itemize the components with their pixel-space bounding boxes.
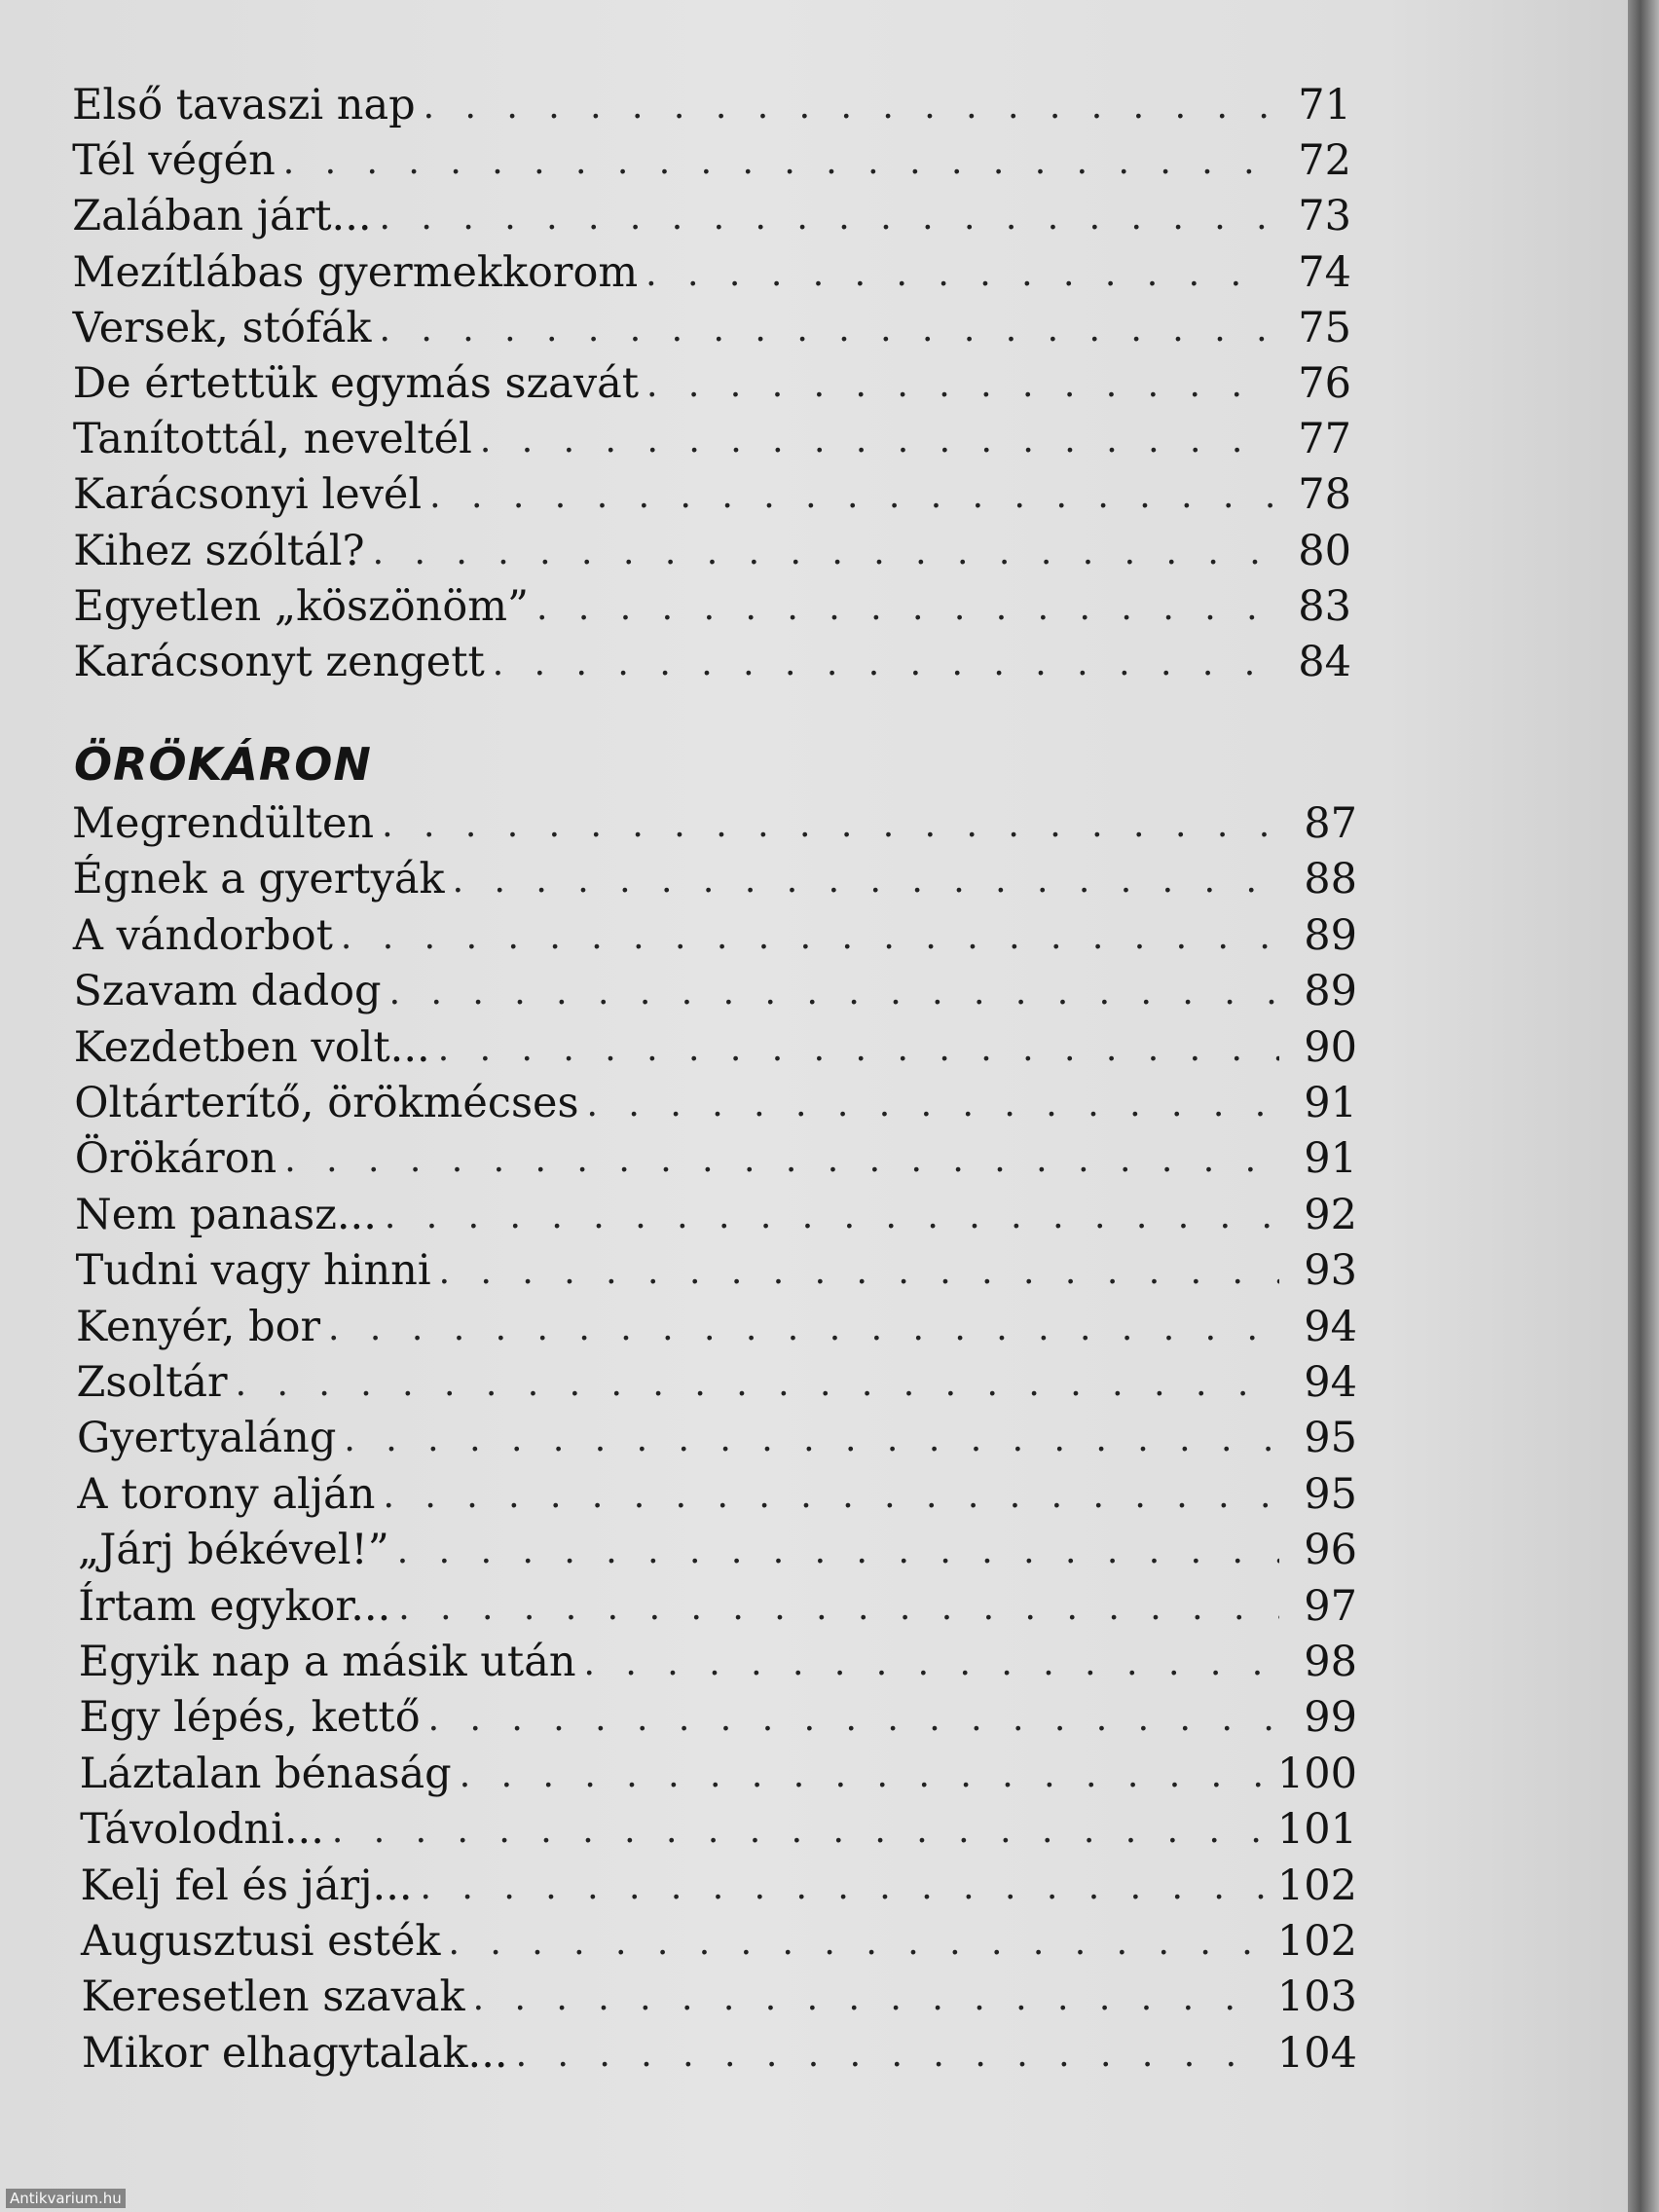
- entry-page-number: 88: [1304, 855, 1357, 904]
- toc-entry: [77, 1355, 1358, 1410]
- toc-entry: [73, 908, 1357, 963]
- entry-title: Kezdetben volt...: [73, 1022, 430, 1072]
- entry-title: Örökáron: [74, 1134, 277, 1184]
- entry-title: Láztalan bénaság: [79, 1749, 452, 1798]
- dot-leader: [473, 1973, 1268, 2024]
- entry-page-number: 80: [1298, 526, 1351, 575]
- dot-leader: [284, 1135, 1279, 1186]
- entry-title: Első tavaszi nap: [72, 81, 416, 129]
- dot-leader: [283, 137, 1273, 188]
- toc-entry: [74, 635, 1352, 689]
- dot-leader: [332, 1806, 1268, 1857]
- entry-title: Kihez szóltál?: [73, 526, 365, 575]
- dot-leader: [460, 1751, 1268, 1801]
- entry-title: Mezítlábas gyermekkorom: [72, 247, 639, 297]
- entry-title: Zsoltár: [76, 1358, 228, 1407]
- dot-leader: [645, 249, 1273, 300]
- entry-page-number: 71: [1298, 81, 1351, 129]
- entry-page-number: 90: [1304, 1022, 1357, 1072]
- entry-page-number: 101: [1276, 1805, 1357, 1855]
- dot-leader: [379, 305, 1273, 355]
- entry-title: Égnek a gyertyák: [72, 855, 445, 904]
- entry-page-number: 76: [1298, 359, 1351, 408]
- dot-leader: [341, 912, 1279, 963]
- entry-page-number: 102: [1276, 1917, 1357, 1966]
- toc-entry: [73, 579, 1351, 634]
- entry-page-number: 97: [1304, 1581, 1357, 1631]
- dot-leader: [383, 1471, 1279, 1522]
- dot-leader: [328, 1304, 1279, 1354]
- entry-page-number: 98: [1304, 1638, 1357, 1686]
- entry-title: Versek, stófák: [72, 303, 372, 352]
- toc-entry: [81, 1859, 1357, 1913]
- entry-page-number: 91: [1304, 1134, 1357, 1184]
- toc-entry: [73, 964, 1357, 1018]
- toc-entry: [75, 1131, 1357, 1186]
- toc-entry: [78, 1523, 1357, 1577]
- toc-entry: [72, 189, 1351, 243]
- toc-entry: [74, 1020, 1357, 1075]
- entry-title: Gyertyaláng: [76, 1414, 337, 1463]
- dot-leader: [516, 2030, 1268, 2081]
- dot-leader: [373, 528, 1273, 578]
- entry-page-number: 95: [1304, 1469, 1357, 1519]
- entry-title: Augusztusi esték: [81, 1917, 441, 1966]
- entry-page-number: 96: [1304, 1526, 1357, 1575]
- toc-entry: [73, 412, 1351, 466]
- dot-leader: [646, 360, 1273, 411]
- entry-page-number: 91: [1304, 1079, 1357, 1127]
- toc-entry: [80, 1802, 1357, 1857]
- entry-page-number: 95: [1304, 1414, 1357, 1463]
- dot-leader: [421, 1862, 1268, 1913]
- entry-title: De értettük egymás szavát: [72, 359, 640, 408]
- entry-page-number: 84: [1298, 638, 1351, 686]
- entry-title: Zalában járt...: [72, 192, 372, 241]
- entry-page-number: 103: [1276, 1972, 1357, 2022]
- toc-entry: [73, 467, 1351, 522]
- toc-entry: [79, 1690, 1357, 1745]
- dot-leader: [398, 1583, 1279, 1634]
- entry-page-number: 100: [1276, 1749, 1357, 1798]
- dot-leader: [453, 856, 1279, 906]
- entry-page-number: 74: [1298, 247, 1351, 297]
- entry-page-number: 73: [1298, 192, 1351, 241]
- toc-entry: [81, 1914, 1357, 1969]
- toc-entry: [73, 356, 1351, 411]
- toc-entry: [73, 301, 1351, 355]
- entry-title: Kenyér, bor: [76, 1302, 321, 1351]
- toc-entry: [80, 1747, 1357, 1801]
- entry-page-number: 92: [1304, 1190, 1357, 1239]
- entry-title: Egyetlen „köszönöm”: [73, 581, 530, 631]
- dot-leader: [428, 1694, 1279, 1745]
- dot-leader: [536, 583, 1273, 634]
- entry-title: Karácsonyt zengett: [73, 638, 485, 686]
- entry-page-number: 102: [1276, 1861, 1357, 1910]
- dot-leader: [389, 968, 1279, 1018]
- entry-title: Tudni vagy hinni: [75, 1246, 431, 1296]
- toc-entry: [76, 1243, 1357, 1298]
- entry-title: „Járj békével!”: [77, 1526, 389, 1575]
- dot-leader: [344, 1415, 1279, 1465]
- entry-title: Karácsonyi levél: [73, 470, 423, 520]
- entry-title: A torony alján: [77, 1469, 376, 1519]
- entry-page-number: 75: [1298, 303, 1351, 352]
- dot-leader: [236, 1359, 1279, 1410]
- toc-entry: [73, 524, 1351, 578]
- dot-leader: [438, 1024, 1279, 1075]
- dot-leader: [448, 1918, 1267, 1969]
- entry-title: Nem panasz...: [75, 1190, 377, 1239]
- toc-entry: [77, 1467, 1357, 1522]
- entry-page-number: 99: [1304, 1693, 1357, 1743]
- entry-title: Egy lépés, kettő: [79, 1693, 421, 1743]
- entry-title: Távolodni...: [80, 1805, 324, 1855]
- entry-page-number: 77: [1298, 415, 1351, 464]
- toc-entry: [76, 1300, 1357, 1354]
- toc-entry: [72, 245, 1351, 300]
- entry-page-number: 104: [1276, 2028, 1357, 2078]
- entry-title: Keresetlen szavak: [81, 1972, 465, 2022]
- entry-title: Írtam egykor...: [78, 1581, 391, 1631]
- toc-entry: [74, 1076, 1357, 1130]
- entry-page-number: 94: [1304, 1358, 1357, 1407]
- toc-entry: [72, 133, 1351, 188]
- entry-page-number: 93: [1304, 1246, 1357, 1296]
- entry-page-number: 87: [1304, 799, 1357, 848]
- dot-leader: [584, 1639, 1279, 1689]
- dot-leader: [380, 193, 1273, 243]
- toc-entry: [82, 2026, 1357, 2081]
- dot-leader: [424, 82, 1273, 132]
- section-heading: ÖRÖKÁRON: [74, 738, 372, 791]
- entry-title: Egyik nap a másik után: [78, 1638, 576, 1686]
- entry-title: A vándorbot: [72, 910, 333, 960]
- dot-leader: [385, 1192, 1279, 1242]
- entry-page-number: 89: [1304, 910, 1357, 960]
- dot-leader: [429, 471, 1273, 522]
- entry-page-number: 72: [1298, 136, 1351, 186]
- entry-title: Oltárterítő, örökmécses: [74, 1079, 579, 1127]
- toc-entry: [81, 1970, 1357, 2024]
- toc-entry: [72, 852, 1357, 906]
- toc-entry: [72, 78, 1351, 132]
- entry-title: Megrendülten: [72, 799, 375, 848]
- toc-entry: [72, 796, 1357, 851]
- entry-title: Szavam dadog: [73, 967, 382, 1016]
- entry-title: Tél végén: [72, 136, 276, 186]
- entry-page-number: 89: [1304, 967, 1357, 1016]
- toc-entry: [79, 1635, 1357, 1689]
- entry-title: Tanítottál, neveltél: [72, 415, 472, 464]
- toc-entry: [77, 1411, 1357, 1465]
- entry-page-number: 94: [1304, 1302, 1357, 1351]
- dot-leader: [493, 639, 1273, 689]
- entry-page-number: 78: [1298, 470, 1351, 520]
- entry-page-number: 83: [1298, 581, 1351, 631]
- toc-entry: [75, 1188, 1357, 1242]
- dot-leader: [480, 416, 1273, 466]
- dot-leader: [587, 1080, 1279, 1130]
- dot-leader: [439, 1247, 1279, 1298]
- entry-title: Mikor elhagytalak...: [81, 2028, 508, 2078]
- toc-entry: [78, 1579, 1357, 1634]
- dot-leader: [382, 800, 1279, 851]
- dot-leader: [397, 1527, 1279, 1577]
- entry-title: Kelj fel és járj...: [80, 1861, 413, 1910]
- watermark: Antikvarium.hu: [6, 2189, 126, 2208]
